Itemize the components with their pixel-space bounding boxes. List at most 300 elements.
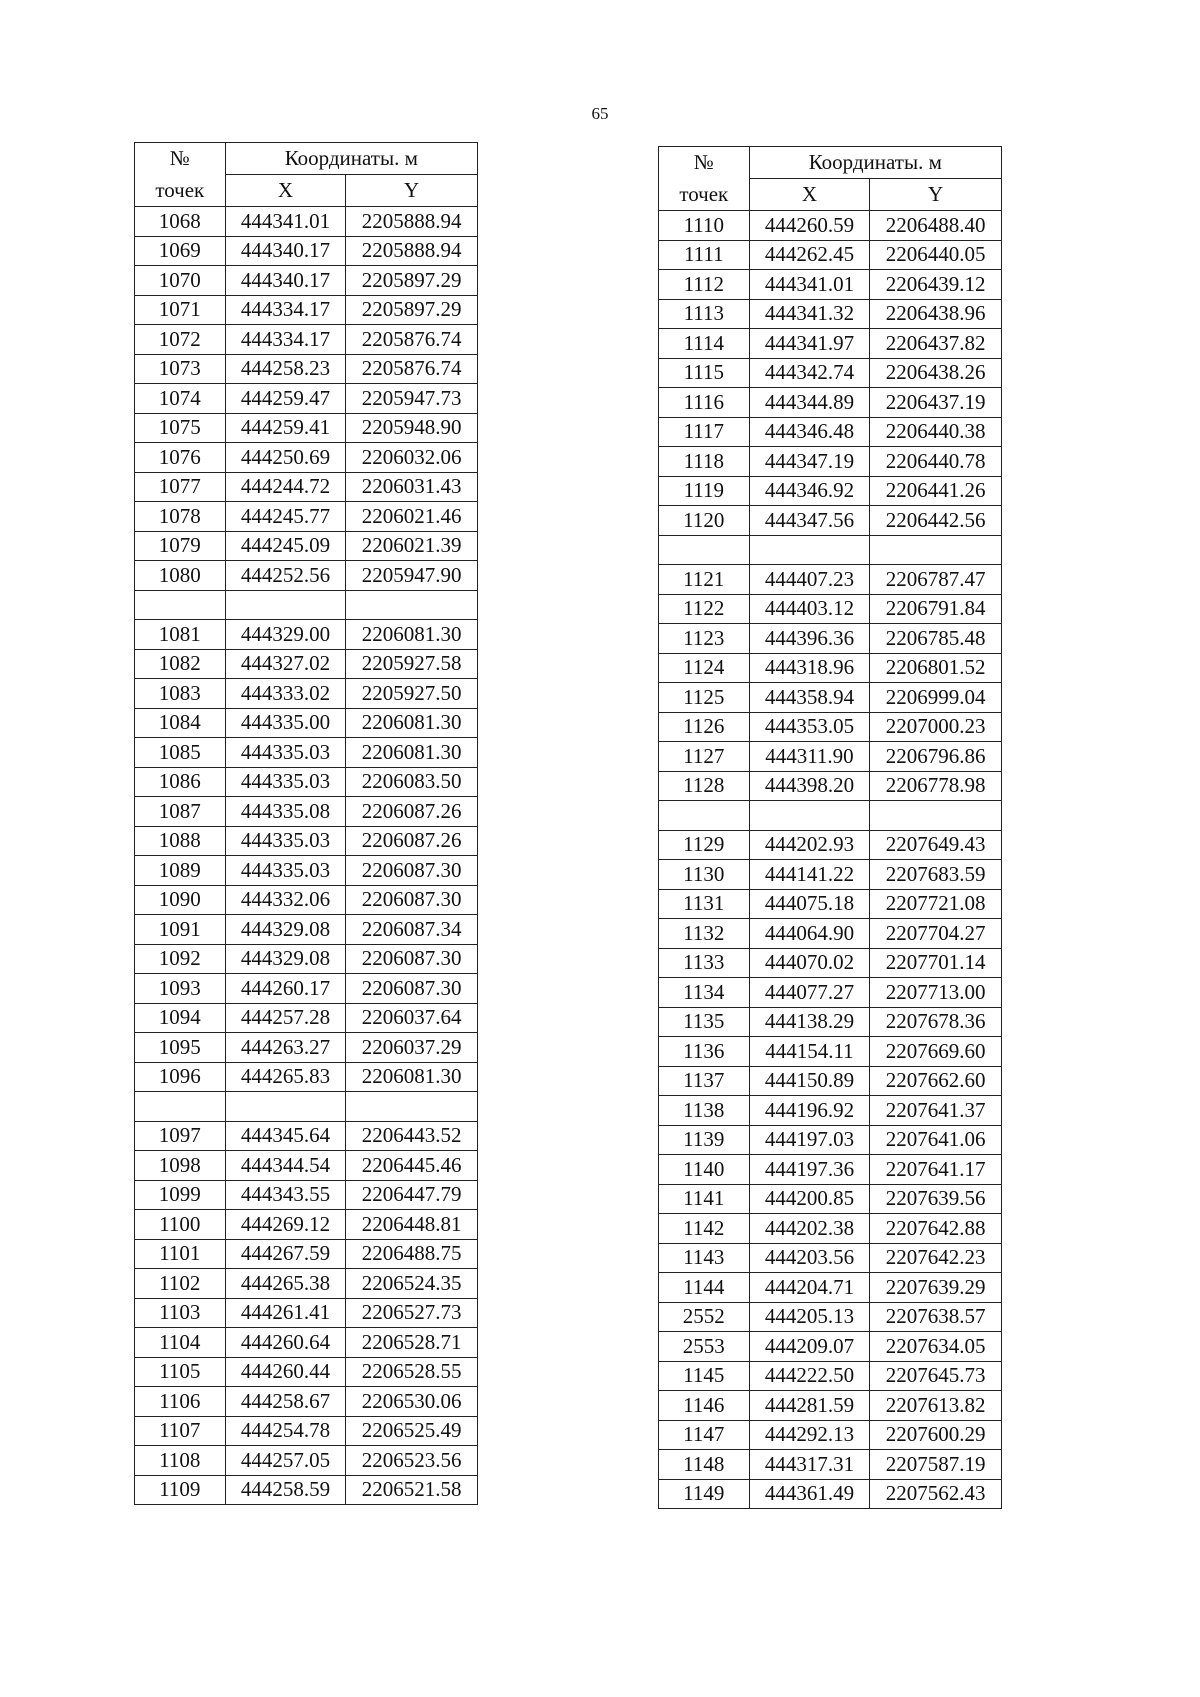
point-number-cell: 1108 — [135, 1446, 226, 1476]
table-row — [659, 447, 1002, 477]
x-coordinate-cell: 444252.56 — [225, 561, 346, 591]
point-number-cell: 1126 — [659, 712, 750, 742]
table-row — [659, 948, 1002, 978]
y-coordinate-cell: 2206524.35 — [346, 1269, 478, 1299]
point-number-cell: 1135 — [659, 1007, 750, 1037]
point-number-cell: 1085 — [135, 738, 226, 768]
y-coordinate-cell: 2207600.29 — [870, 1420, 1002, 1450]
x-coordinate-cell: 444260.44 — [225, 1357, 346, 1387]
table-row — [135, 1033, 478, 1063]
y-coordinate-cell: 2206439.12 — [870, 270, 1002, 300]
y-coordinate-cell — [346, 590, 478, 620]
point-number-cell: 1076 — [135, 443, 226, 473]
y-coordinate-cell: 2205897.29 — [346, 266, 478, 296]
x-coordinate-cell: 444265.38 — [225, 1269, 346, 1299]
x-coordinate-cell: 444262.45 — [749, 240, 870, 270]
x-coordinate-cell: 444334.17 — [225, 325, 346, 355]
point-number-cell — [659, 801, 750, 831]
table-row — [659, 211, 1002, 241]
y-coordinate-cell: 2207639.29 — [870, 1273, 1002, 1303]
table-row — [135, 974, 478, 1004]
y-coordinate-cell: 2206441.26 — [870, 476, 1002, 506]
table-row — [659, 624, 1002, 654]
y-coordinate-cell: 2206440.78 — [870, 447, 1002, 477]
points-label: точек — [679, 181, 729, 206]
y-coordinate-cell: 2206527.73 — [346, 1298, 478, 1328]
table-row — [135, 443, 478, 473]
table-row — [659, 1479, 1002, 1509]
point-number-cell: 1112 — [659, 270, 750, 300]
y-coordinate-cell: 2207641.17 — [870, 1155, 1002, 1185]
x-coordinate-cell: 444222.50 — [749, 1361, 870, 1391]
table-row — [659, 1096, 1002, 1126]
point-number-cell: 1141 — [659, 1184, 750, 1214]
x-coordinate-cell: 444347.56 — [749, 506, 870, 536]
table-row — [659, 1302, 1002, 1332]
table-row — [659, 919, 1002, 949]
x-coordinate-cell: 444064.90 — [749, 919, 870, 949]
table-row — [659, 1125, 1002, 1155]
table-row — [135, 797, 478, 827]
x-coordinate-cell: 444342.74 — [749, 358, 870, 388]
y-coordinate-cell: 2206037.29 — [346, 1033, 478, 1063]
y-coordinate-cell: 2205876.74 — [346, 354, 478, 384]
y-coordinate-cell: 2206525.49 — [346, 1416, 478, 1446]
point-number-cell: 1125 — [659, 683, 750, 713]
y-coordinate-cell — [870, 801, 1002, 831]
point-number-cell: 1131 — [659, 889, 750, 919]
x-coordinate-cell: 444335.03 — [225, 826, 346, 856]
table-row — [135, 649, 478, 679]
point-number-cell: 2553 — [659, 1332, 750, 1362]
x-coordinate-cell: 444203.56 — [749, 1243, 870, 1273]
x-coordinate-cell: 444141.22 — [749, 860, 870, 890]
y-coordinate-cell: 2207662.60 — [870, 1066, 1002, 1096]
y-coordinate-cell: 2206087.30 — [346, 974, 478, 1004]
y-coordinate-cell: 2206087.26 — [346, 797, 478, 827]
y-coordinate-cell: 2206032.06 — [346, 443, 478, 473]
table-row — [135, 561, 478, 591]
y-coordinate-cell: 2207000.23 — [870, 712, 1002, 742]
point-number-cell: 1109 — [135, 1475, 226, 1505]
x-coordinate-cell: 444344.89 — [749, 388, 870, 418]
y-coordinate-cell: 2206440.38 — [870, 417, 1002, 447]
table-row — [135, 266, 478, 296]
x-coordinate-cell: 444259.41 — [225, 413, 346, 443]
y-coordinate-cell: 2206438.26 — [870, 358, 1002, 388]
y-coordinate-cell: 2207587.19 — [870, 1450, 1002, 1480]
table-row — [659, 1184, 1002, 1214]
point-number-cell: 1070 — [135, 266, 226, 296]
table-row — [659, 683, 1002, 713]
table-row — [659, 1361, 1002, 1391]
y-coordinate-cell: 2206488.40 — [870, 211, 1002, 241]
table-row — [659, 240, 1002, 270]
point-number-cell: 1147 — [659, 1420, 750, 1450]
table-row — [659, 535, 1002, 565]
x-coordinate-cell: 444150.89 — [749, 1066, 870, 1096]
table-row — [135, 354, 478, 384]
point-number-cell: 1137 — [659, 1066, 750, 1096]
point-number-cell: 1110 — [659, 211, 750, 241]
x-coordinate-cell: 444334.17 — [225, 295, 346, 325]
x-coordinate-cell: 444346.92 — [749, 476, 870, 506]
point-number-cell: 1097 — [135, 1121, 226, 1151]
y-coordinate-cell: 2206087.30 — [346, 885, 478, 915]
table-row — [135, 885, 478, 915]
table-row — [659, 417, 1002, 447]
x-coordinate-cell: 444200.85 — [749, 1184, 870, 1214]
point-number-cell: 1105 — [135, 1357, 226, 1387]
y-coordinate-cell: 2207639.56 — [870, 1184, 1002, 1214]
y-coordinate-cell: 2206530.06 — [346, 1387, 478, 1417]
x-coordinate-cell: 444341.01 — [225, 207, 346, 237]
point-number-cell: 1142 — [659, 1214, 750, 1244]
table-row — [135, 1446, 478, 1476]
point-number-cell: 2552 — [659, 1302, 750, 1332]
point-number-cell: 1140 — [659, 1155, 750, 1185]
table-row — [659, 1273, 1002, 1303]
point-number-cell: 1146 — [659, 1391, 750, 1421]
point-number-cell: 1122 — [659, 594, 750, 624]
table-row — [135, 1062, 478, 1092]
point-number-cell: 1089 — [135, 856, 226, 886]
y-column-header: Y — [870, 179, 1002, 211]
x-coordinate-cell — [225, 590, 346, 620]
table-row — [659, 506, 1002, 536]
x-coordinate-cell: 444205.13 — [749, 1302, 870, 1332]
y-coordinate-cell: 2206523.56 — [346, 1446, 478, 1476]
x-coordinate-cell: 444403.12 — [749, 594, 870, 624]
y-coordinate-cell: 2207649.43 — [870, 830, 1002, 860]
x-coordinate-cell: 444343.55 — [225, 1180, 346, 1210]
point-number-cell: 1079 — [135, 531, 226, 561]
point-number-cell: 1118 — [659, 447, 750, 477]
table-row — [659, 889, 1002, 919]
y-coordinate-cell: 2207683.59 — [870, 860, 1002, 890]
table-row — [135, 502, 478, 532]
y-coordinate-cell: 2206087.34 — [346, 915, 478, 945]
table-row — [659, 1332, 1002, 1362]
x-coordinate-cell: 444335.03 — [225, 767, 346, 797]
y-coordinate-cell: 2205888.94 — [346, 207, 478, 237]
table-row — [659, 565, 1002, 595]
table-row — [659, 1155, 1002, 1185]
y-coordinate-cell: 2207642.88 — [870, 1214, 1002, 1244]
x-coordinate-cell: 444138.29 — [749, 1007, 870, 1037]
y-coordinate-cell: 2206796.86 — [870, 742, 1002, 772]
table-row — [135, 1328, 478, 1358]
table-row — [659, 1007, 1002, 1037]
y-coordinate-cell: 2206443.52 — [346, 1121, 478, 1151]
x-coordinate-cell: 444332.06 — [225, 885, 346, 915]
x-coordinate-cell: 444202.93 — [749, 830, 870, 860]
point-number-cell: 1082 — [135, 649, 226, 679]
x-coordinate-cell: 444070.02 — [749, 948, 870, 978]
table-row — [659, 1391, 1002, 1421]
x-coordinate-cell: 444396.36 — [749, 624, 870, 654]
y-coordinate-cell: 2206087.30 — [346, 944, 478, 974]
x-coordinate-cell: 444267.59 — [225, 1239, 346, 1269]
x-coordinate-cell: 444341.97 — [749, 329, 870, 359]
x-coordinate-cell: 444263.27 — [225, 1033, 346, 1063]
point-number-cell: 1093 — [135, 974, 226, 1004]
table-row — [659, 476, 1002, 506]
table-row — [135, 1092, 478, 1122]
table-row — [659, 830, 1002, 860]
table-row — [659, 1420, 1002, 1450]
point-number-cell: 1116 — [659, 388, 750, 418]
y-coordinate-cell: 2207704.27 — [870, 919, 1002, 949]
table-row — [135, 325, 478, 355]
point-number-cell: 1127 — [659, 742, 750, 772]
table-row — [659, 860, 1002, 890]
y-coordinate-cell: 2207701.14 — [870, 948, 1002, 978]
table-row — [659, 329, 1002, 359]
y-coordinate-cell: 2206031.43 — [346, 472, 478, 502]
table-row — [135, 1269, 478, 1299]
point-number-cell: 1123 — [659, 624, 750, 654]
y-coordinate-cell: 2206999.04 — [870, 683, 1002, 713]
x-coordinate-cell: 444075.18 — [749, 889, 870, 919]
table-row — [659, 1450, 1002, 1480]
table-row — [659, 594, 1002, 624]
x-coordinate-cell: 444335.00 — [225, 708, 346, 738]
table-row — [135, 679, 478, 709]
table-row — [659, 388, 1002, 418]
y-coordinate-cell: 2207678.36 — [870, 1007, 1002, 1037]
x-coordinate-cell: 444341.32 — [749, 299, 870, 329]
coordinates-header: Координаты. м — [749, 147, 1001, 179]
x-coordinate-cell: 444341.01 — [749, 270, 870, 300]
x-coordinate-cell: 444196.92 — [749, 1096, 870, 1126]
table-row — [659, 712, 1002, 742]
x-coordinate-cell: 444202.38 — [749, 1214, 870, 1244]
x-coordinate-cell: 444245.09 — [225, 531, 346, 561]
table-row — [135, 738, 478, 768]
point-number-cell: 1088 — [135, 826, 226, 856]
y-coordinate-cell: 2206785.48 — [870, 624, 1002, 654]
x-coordinate-cell: 444265.83 — [225, 1062, 346, 1092]
y-coordinate-cell: 2206528.55 — [346, 1357, 478, 1387]
table-row — [659, 358, 1002, 388]
point-number-cell: 1098 — [135, 1151, 226, 1181]
x-coordinate-cell: 444347.19 — [749, 447, 870, 477]
point-number-cell: 1101 — [135, 1239, 226, 1269]
coordinates-table-right — [658, 146, 1002, 1509]
y-coordinate-cell: 2206437.19 — [870, 388, 1002, 418]
x-coordinate-cell: 444250.69 — [225, 443, 346, 473]
x-coordinate-cell: 444258.59 — [225, 1475, 346, 1505]
y-coordinate-cell: 2206081.30 — [346, 1062, 478, 1092]
point-number-cell: 1072 — [135, 325, 226, 355]
x-coordinate-cell: 444329.08 — [225, 915, 346, 945]
point-number-cell: 1136 — [659, 1037, 750, 1067]
point-number-cell: 1078 — [135, 502, 226, 532]
point-number-cell: 1143 — [659, 1243, 750, 1273]
table-row — [135, 531, 478, 561]
x-column-header: X — [749, 179, 870, 211]
x-coordinate-cell: 444335.03 — [225, 738, 346, 768]
x-coordinate-cell: 444398.20 — [749, 771, 870, 801]
y-coordinate-cell: 2207634.05 — [870, 1332, 1002, 1362]
y-coordinate-cell: 2206778.98 — [870, 771, 1002, 801]
point-number-cell: 1119 — [659, 476, 750, 506]
y-coordinate-cell: 2206442.56 — [870, 506, 1002, 536]
x-coordinate-cell: 444340.17 — [225, 266, 346, 296]
y-coordinate-cell: 2207641.37 — [870, 1096, 1002, 1126]
x-coordinate-cell — [225, 1092, 346, 1122]
y-coordinate-cell: 2206081.30 — [346, 708, 478, 738]
x-coordinate-cell: 444260.17 — [225, 974, 346, 1004]
y-coordinate-cell: 2206528.71 — [346, 1328, 478, 1358]
y-coordinate-cell: 2207713.00 — [870, 978, 1002, 1008]
y-coordinate-cell: 2206081.30 — [346, 620, 478, 650]
point-number-cell: 1086 — [135, 767, 226, 797]
table-row — [135, 1210, 478, 1240]
point-number-cell: 1132 — [659, 919, 750, 949]
point-number-cell: 1117 — [659, 417, 750, 447]
coordinates-table-left — [134, 142, 478, 1505]
point-number-cell: 1074 — [135, 384, 226, 414]
x-coordinate-cell: 444261.41 — [225, 1298, 346, 1328]
page-number: 65 — [591, 104, 609, 123]
y-coordinate-cell: 2207641.06 — [870, 1125, 1002, 1155]
y-coordinate-cell: 2206037.64 — [346, 1003, 478, 1033]
point-number-cell: 1073 — [135, 354, 226, 384]
point-number-cell: 1134 — [659, 978, 750, 1008]
point-number-cell: 1096 — [135, 1062, 226, 1092]
point-number-cell: 1100 — [135, 1210, 226, 1240]
y-coordinate-cell: 2206081.30 — [346, 738, 478, 768]
y-coordinate-cell: 2206021.39 — [346, 531, 478, 561]
table-row — [659, 270, 1002, 300]
x-coordinate-cell — [749, 801, 870, 831]
x-coordinate-cell: 444197.03 — [749, 1125, 870, 1155]
y-coordinate-cell: 2207669.60 — [870, 1037, 1002, 1067]
x-coordinate-cell: 444292.13 — [749, 1420, 870, 1450]
point-number-cell — [659, 535, 750, 565]
x-coordinate-cell: 444361.49 — [749, 1479, 870, 1509]
y-coordinate-cell: 2206438.96 — [870, 299, 1002, 329]
x-coordinate-cell: 444258.23 — [225, 354, 346, 384]
y-coordinate-cell: 2206440.05 — [870, 240, 1002, 270]
table-header-row — [659, 147, 1002, 179]
x-coordinate-cell: 444209.07 — [749, 1332, 870, 1362]
point-number-cell: 1103 — [135, 1298, 226, 1328]
x-coordinate-cell: 444245.77 — [225, 502, 346, 532]
table-row — [659, 742, 1002, 772]
y-coordinate-cell: 2206083.50 — [346, 767, 478, 797]
y-coordinate-cell: 2205927.58 — [346, 649, 478, 679]
point-number-cell — [135, 1092, 226, 1122]
x-coordinate-cell: 444204.71 — [749, 1273, 870, 1303]
table-row — [135, 295, 478, 325]
point-number-cell: 1090 — [135, 885, 226, 915]
point-number-cell: 1087 — [135, 797, 226, 827]
y-coordinate-cell: 2207721.08 — [870, 889, 1002, 919]
y-coordinate-cell: 2206791.84 — [870, 594, 1002, 624]
y-coordinate-cell: 2206801.52 — [870, 653, 1002, 683]
point-number-cell: 1104 — [135, 1328, 226, 1358]
x-coordinate-cell: 444257.28 — [225, 1003, 346, 1033]
point-number-cell: 1077 — [135, 472, 226, 502]
y-coordinate-cell: 2206087.26 — [346, 826, 478, 856]
y-coordinate-cell: 2206087.30 — [346, 856, 478, 886]
point-number-cell: 1094 — [135, 1003, 226, 1033]
point-number-cell: 1113 — [659, 299, 750, 329]
table-row — [659, 1243, 1002, 1273]
point-number-cell: 1145 — [659, 1361, 750, 1391]
x-coordinate-cell: 444327.02 — [225, 649, 346, 679]
point-number-cell: 1138 — [659, 1096, 750, 1126]
table-row — [659, 771, 1002, 801]
table-row — [659, 299, 1002, 329]
x-coordinate-cell: 444244.72 — [225, 472, 346, 502]
table-row — [135, 767, 478, 797]
table-row — [135, 590, 478, 620]
point-number-cell: 1095 — [135, 1033, 226, 1063]
y-coordinate-cell: 2205876.74 — [346, 325, 478, 355]
x-column-header: X — [225, 175, 346, 207]
table-row — [659, 978, 1002, 1008]
y-coordinate-cell: 2206787.47 — [870, 565, 1002, 595]
point-number-cell: 1130 — [659, 860, 750, 890]
table-row — [135, 207, 478, 237]
point-number-cell: 1120 — [659, 506, 750, 536]
y-coordinate-cell: 2206445.46 — [346, 1151, 478, 1181]
y-coordinate-cell: 2205888.94 — [346, 236, 478, 266]
point-number-header — [135, 143, 226, 207]
x-coordinate-cell: 444260.59 — [749, 211, 870, 241]
point-number-cell: 1148 — [659, 1450, 750, 1480]
coordinates-header: Координаты. м — [225, 143, 477, 175]
table-row — [135, 1003, 478, 1033]
x-coordinate-cell: 444335.03 — [225, 856, 346, 886]
point-number-cell: 1111 — [659, 240, 750, 270]
table-row — [135, 236, 478, 266]
x-coordinate-cell: 444353.05 — [749, 712, 870, 742]
points-label: точек — [155, 177, 205, 202]
point-number-cell: 1115 — [659, 358, 750, 388]
table-row — [135, 1298, 478, 1328]
x-coordinate-cell: 444077.27 — [749, 978, 870, 1008]
table-row — [135, 915, 478, 945]
point-number-cell: 1128 — [659, 771, 750, 801]
table-row — [659, 1037, 1002, 1067]
point-number-cell: 1107 — [135, 1416, 226, 1446]
point-number-cell: 1139 — [659, 1125, 750, 1155]
y-coordinate-cell: 2206448.81 — [346, 1210, 478, 1240]
x-coordinate-cell: 444269.12 — [225, 1210, 346, 1240]
point-number-cell: 1102 — [135, 1269, 226, 1299]
point-number-cell: 1129 — [659, 830, 750, 860]
x-coordinate-cell: 444259.47 — [225, 384, 346, 414]
point-number-cell: 1075 — [135, 413, 226, 443]
table-row — [135, 826, 478, 856]
y-coordinate-cell — [870, 535, 1002, 565]
point-number-cell: 1083 — [135, 679, 226, 709]
x-coordinate-cell: 444358.94 — [749, 683, 870, 713]
point-number-cell: 1092 — [135, 944, 226, 974]
point-number-cell: 1081 — [135, 620, 226, 650]
point-number-cell: 1084 — [135, 708, 226, 738]
table-row — [135, 1239, 478, 1269]
x-coordinate-cell: 444197.36 — [749, 1155, 870, 1185]
table-row — [135, 856, 478, 886]
number-sign-label: № — [169, 146, 190, 170]
table-row — [659, 1066, 1002, 1096]
